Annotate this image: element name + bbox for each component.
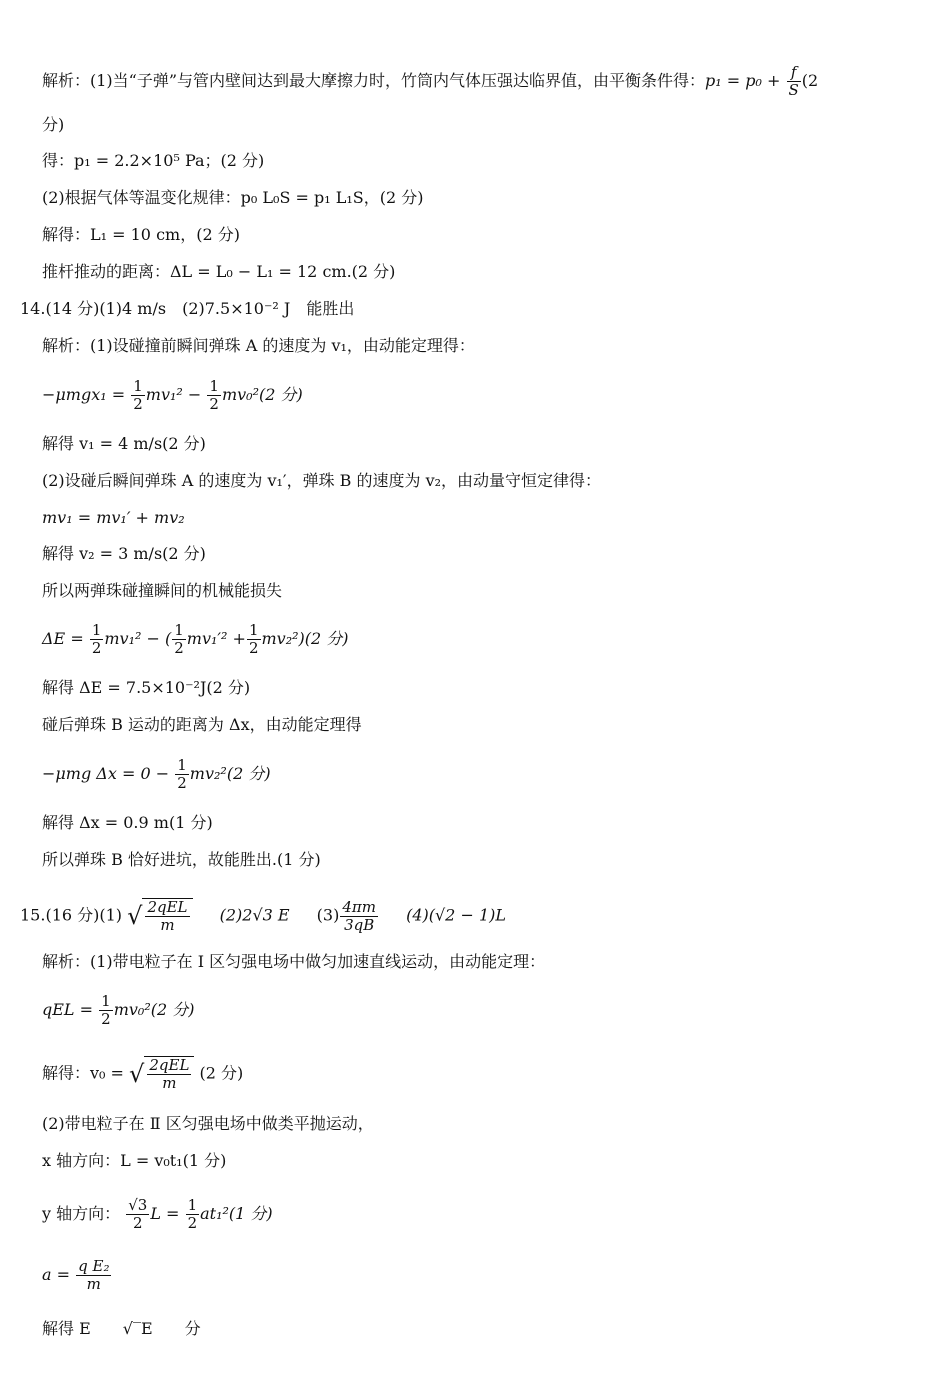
text: y 轴方向： bbox=[42, 1204, 121, 1223]
solution-line: 解得 ΔE = 7.5×10⁻²J(2 分) bbox=[42, 678, 251, 697]
text: ΔE = bbox=[42, 629, 84, 648]
solution-line: 分) bbox=[42, 115, 65, 134]
numerator: q E₂ bbox=[78, 1257, 110, 1275]
numerator: 1 bbox=[101, 992, 111, 1010]
text: at₁²(1 分) bbox=[200, 1204, 273, 1223]
fraction bbox=[207, 378, 221, 413]
square-root bbox=[127, 898, 192, 934]
fraction bbox=[186, 1197, 200, 1232]
fraction bbox=[145, 899, 189, 934]
numerator: 1 bbox=[174, 621, 184, 639]
equation-line bbox=[42, 378, 303, 413]
solution-line: 解得 v₁ = 4 m/s(2 分) bbox=[42, 434, 206, 453]
denominator: 3qB bbox=[344, 915, 375, 934]
square-root bbox=[129, 1056, 194, 1092]
text: (3) bbox=[316, 905, 340, 925]
equation-line bbox=[42, 1258, 112, 1293]
fraction bbox=[247, 622, 261, 657]
numerator: 2qEL bbox=[149, 1056, 190, 1074]
fraction bbox=[126, 1197, 149, 1232]
text: mv₁² − bbox=[145, 385, 202, 404]
solution-line: 所以两弹珠碰撞瞬间的机械能损失 bbox=[42, 581, 283, 600]
equation: p₁ = p₀ + bbox=[705, 71, 781, 90]
solution-line: 解得 Δx = 0.9 m(1 分) bbox=[42, 813, 213, 832]
fraction bbox=[787, 64, 801, 99]
fraction bbox=[131, 378, 145, 413]
numerator: 1 bbox=[177, 756, 187, 774]
fraction bbox=[340, 899, 378, 934]
denominator: 2 bbox=[187, 1214, 198, 1232]
solution-line: x 轴方向：L = v₀t₁(1 分) bbox=[42, 1151, 227, 1170]
solution-line: 解得：L₁ = 10 cm，(2 分) bbox=[42, 225, 240, 244]
text: −μmgx₁ = bbox=[42, 385, 126, 404]
numerator: 1 bbox=[187, 1196, 198, 1214]
equation-line bbox=[42, 993, 194, 1028]
fraction bbox=[172, 622, 186, 657]
solution-line: 得：p₁ = 2.2×10⁵ Pa；(2 分) bbox=[42, 151, 265, 170]
text: mv₀²(2 分) bbox=[113, 1000, 195, 1019]
solution-line bbox=[42, 64, 818, 99]
denominator: 2 bbox=[133, 1214, 143, 1232]
fraction bbox=[90, 622, 104, 657]
numerator: √3 bbox=[128, 1196, 148, 1214]
equation-line bbox=[42, 757, 271, 792]
solution-line: 解得 v₂ = 3 m/s(2 分) bbox=[42, 544, 206, 563]
text: qEL = bbox=[42, 1000, 94, 1019]
text: (2 分) bbox=[199, 1063, 244, 1083]
denominator: 2 bbox=[177, 774, 187, 792]
denominator: m bbox=[86, 1275, 101, 1293]
solution-line: 碰后弹珠 B 运动的距离为 Δx，由动能定理得 bbox=[42, 715, 362, 734]
text: a = bbox=[42, 1265, 71, 1284]
solution-line: (2)设碰后瞬间弹珠 A 的速度为 v₁′，弹珠 B 的速度为 v₂，由动量守恒定律得： bbox=[42, 471, 602, 490]
denominator: 2 bbox=[174, 639, 184, 657]
numerator: f bbox=[787, 64, 801, 82]
text: mv₀²(2 分) bbox=[221, 385, 303, 404]
solution-line: 推杆推动的距离：ΔL = L₀ − L₁ = 12 cm.(2 分) bbox=[42, 262, 396, 281]
text: −μmg Δx = 0 − bbox=[42, 764, 170, 783]
text: 解得：v₀ = bbox=[42, 1063, 124, 1083]
radical-sign: √ bbox=[129, 1060, 145, 1088]
equation-line: mv₁ = mv₁′ + mv₂ bbox=[42, 508, 185, 527]
fraction bbox=[175, 757, 189, 792]
text: (4)(√2 − 1)L bbox=[406, 905, 506, 925]
numerator: 2qEL bbox=[147, 898, 188, 916]
text: L = bbox=[150, 1204, 180, 1223]
denominator: 2 bbox=[209, 395, 219, 413]
text: 15.(16 分)(1) bbox=[20, 905, 123, 925]
solution-line: (2)带电粒子在 Ⅱ 区匀强电场中做类平抛运动， bbox=[42, 1114, 374, 1133]
denominator: 2 bbox=[133, 395, 143, 413]
fraction bbox=[147, 1057, 191, 1092]
question-heading: 14.(14 分)(1)4 m/s (2)7.5×10⁻² J 能胜出 bbox=[20, 299, 355, 318]
numerator: 4πm bbox=[342, 897, 376, 916]
text: mv₁² − ( bbox=[104, 629, 172, 648]
denominator: m bbox=[160, 916, 175, 934]
equation-line bbox=[42, 1056, 243, 1092]
radical-sign: √ bbox=[127, 902, 143, 930]
numerator: 1 bbox=[248, 621, 259, 639]
text: 解析：(1)当“子弹”与管内壁间达到最大摩擦力时，竹筒内气体压强达临界值，由平衡条件得： bbox=[42, 71, 706, 90]
text: (2 bbox=[801, 71, 819, 90]
numerator: 1 bbox=[133, 377, 143, 395]
fraction bbox=[76, 1258, 111, 1293]
equation-line bbox=[42, 622, 349, 657]
text: mv₂²)(2 分) bbox=[261, 629, 349, 648]
denominator: 2 bbox=[248, 639, 259, 657]
denominator: m bbox=[162, 1074, 177, 1092]
equation-line bbox=[42, 1197, 273, 1232]
solution-line: 解析：(1)带电粒子在 Ⅰ 区匀强电场中做匀加速直线运动，由动能定理： bbox=[42, 952, 546, 971]
text: mv₁′² + bbox=[186, 629, 246, 648]
text: mv₂²(2 分) bbox=[189, 764, 271, 783]
numerator: 1 bbox=[209, 377, 219, 395]
text: (2)2√3 E bbox=[219, 905, 290, 925]
solution-line: (2)根据气体等温变化规律：p₀ L₀S = p₁ L₁S，(2 分) bbox=[42, 188, 424, 207]
solution-line: 所以弹珠 B 恰好进坑，故能胜出.(1 分) bbox=[42, 850, 321, 869]
solution-line: 解析：(1)设碰撞前瞬间弹珠 A 的速度为 v₁，由动能定理得： bbox=[42, 336, 475, 355]
question-heading bbox=[20, 898, 506, 934]
denominator: 2 bbox=[91, 639, 102, 657]
denominator: S bbox=[788, 81, 799, 99]
solution-line: 解得 E √‾E 分 bbox=[42, 1319, 201, 1338]
denominator: 2 bbox=[101, 1010, 111, 1028]
numerator: 1 bbox=[91, 621, 102, 639]
fraction bbox=[99, 993, 113, 1028]
